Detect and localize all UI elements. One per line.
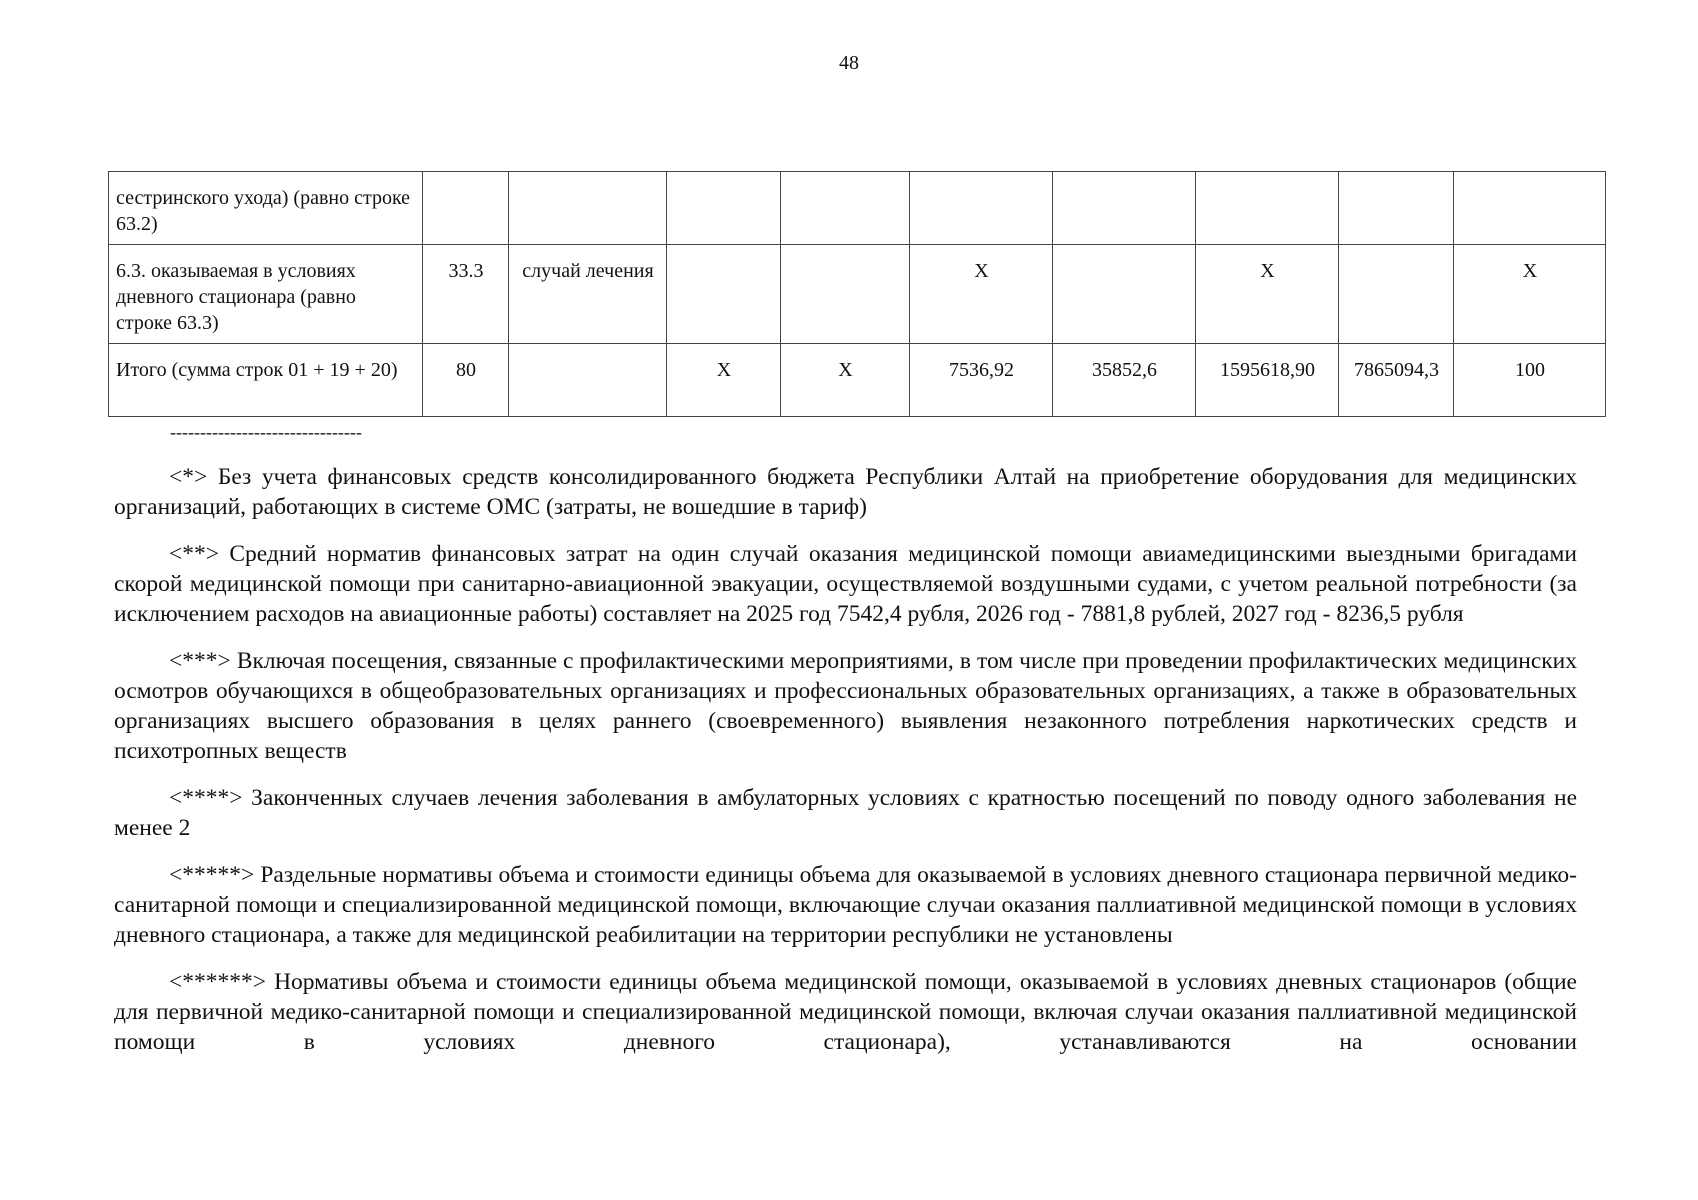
- table-cell: 7865094,3: [1339, 344, 1454, 417]
- table-cell: [1053, 172, 1196, 245]
- table-cell: случай лечения: [509, 245, 667, 344]
- table-cell: 7536,92: [910, 344, 1053, 417]
- table-cell: X: [667, 344, 781, 417]
- footnote-3: <***> Включая посещения, связанные с профилактическими мероприятиями, в том числе при проведении профилактических медицинских осмотров обучающихся в общеобразовательных организациях и профессиональных образовательных организациях, а также в образовательных организациях высшего образования в целях раннего (своевременного) выявления незаконного потребления наркотических средств и психотропных веществ: [114, 648, 1577, 764]
- table-cell: [667, 245, 781, 344]
- table-cell: [1339, 172, 1454, 245]
- footnote-6: <******> Нормативы объема и стоимости единицы объема медицинской помощи, оказываемой в условиях дневных стационаров (общие для первичной медико-санитарной помощи и специализированной медицинской помощи, включая случаи оказания паллиативной медицинской помощи в условиях дневного стационара), устанавливаются на основании: [114, 969, 1577, 1055]
- table-cell: [781, 172, 910, 245]
- footnote-5: <*****> Раздельные нормативы объема и стоимости единицы объема для оказываемой в условиях дневного стационара первичной медико-санитарной помощи и специализированной медицинской помощи, включающие случаи оказания паллиативной медицинской помощи в условиях дневного стационара, а также для медицинской реабилитации на территории республики не установлены: [114, 862, 1577, 948]
- table-cell: 6.3. оказываемая в условиях дневного стационара (равно строке 63.3): [109, 245, 423, 344]
- table-cell: сестринского ухода) (равно строке 63.2): [109, 172, 423, 245]
- table-cell: [1196, 172, 1339, 245]
- table-cell: Итого (сумма строк 01 + 19 + 20): [109, 344, 423, 417]
- table-cell: [667, 172, 781, 245]
- table-cell: 1595618,90: [1196, 344, 1339, 417]
- norms-table: [108, 171, 1606, 417]
- table-cell: 100: [1454, 344, 1606, 417]
- table-row: [109, 245, 1606, 344]
- table-cell: 33.3: [423, 245, 509, 344]
- table-cell: X: [1196, 245, 1339, 344]
- table-cell: X: [1454, 245, 1606, 344]
- table-cell: [1053, 245, 1196, 344]
- table-row-total: [109, 344, 1606, 417]
- footnote-separator: --------------------------------: [170, 422, 362, 442]
- table-cell: [1454, 172, 1606, 245]
- table-cell: [910, 172, 1053, 245]
- footnotes: [114, 462, 1577, 1074]
- table-cell: X: [781, 344, 910, 417]
- table-cell: [781, 245, 910, 344]
- table-cell: [423, 172, 509, 245]
- table-cell: [509, 344, 667, 417]
- table-row: [109, 172, 1606, 245]
- page-number: 48: [839, 52, 859, 74]
- footnote-1: <*> Без учета финансовых средств консолидированного бюджета Республики Алтай на приобретение оборудования для медицинских организаций, работающих в системе ОМС (затраты, не вошедшие в тариф): [114, 464, 1577, 520]
- footnote-2: <**> Средний норматив финансовых затрат на один случай оказания медицинской помощи авиамедицинскими выездными бригадами скорой медицинской помощи при санитарно-авиационной эвакуации, осуществляемой воздушными судами, с учетом реальной потребности (за исключением расходов на авиационные работы) составляет на 2025 год 7542,4 рубля, 2026 год - 7881,8 рублей, 2027 год - 8236,5 рубля: [114, 541, 1577, 627]
- table-cell: [1339, 245, 1454, 344]
- table-cell: [509, 172, 667, 245]
- table-cell: 80: [423, 344, 509, 417]
- table-cell: 35852,6: [1053, 344, 1196, 417]
- table-cell: X: [910, 245, 1053, 344]
- footnote-4: <****> Законченных случаев лечения заболевания в амбулаторных условиях с кратностью посещений по поводу одного заболевания не менее 2: [114, 785, 1577, 841]
